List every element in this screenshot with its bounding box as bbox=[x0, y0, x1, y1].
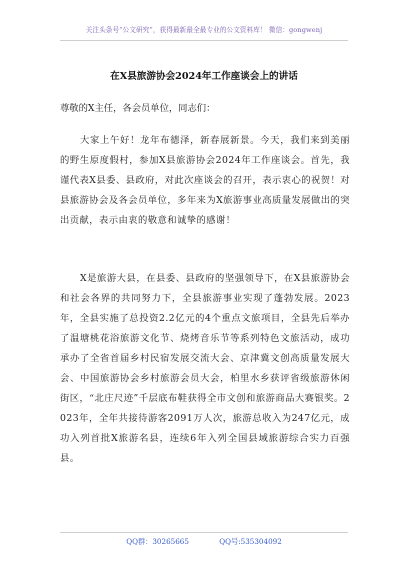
body-paragraph-1: 大家上午好！龙年布德泽，新春展新景。今天，我们来到美丽的野生原度假村，参加X县旅游协会2024年工作座谈会。首先，我谨代表X县委、县政府，对此次座谈会的召开，表示衷心的祝贺！对县旅游协会及各会员单位，多年来为X旅游事业高质量发展做出的突出贡献，表示由衷的敬意和诚挚的感谢！ bbox=[60, 135, 350, 226]
salutation: 尊敬的X主任，各会员单位，同志们： bbox=[60, 103, 216, 114]
header-banner: 关注头条号“公文研究”，获得最新最全最专业的公文资料库！ 微信：gongwenj bbox=[85, 26, 323, 34]
footer bbox=[0, 537, 408, 547]
footer-divider bbox=[60, 532, 348, 533]
footer-qq-number: QQ号:535304092 bbox=[219, 537, 282, 546]
body-paragraph-2: X是旅游大县，在县委、县政府的坚强领导下，在X县旅游协会和社会各界的共同努力下，全县旅游事业实现了蓬勃发展。2023年，全县实施了总投资2.2亿元的4个重点文旅项目，全县先后举办了温塘桃花浴旅游文化节、烧烤音乐节等系列特色文旅活动，成功承办了全省首届乡村民宿发展交流大会、京津冀文创高质量发展大会、中国旅游协会乡村旅游会员大会，柏里水乡获评省级旅游休闲街区，“北庄尺迹”千层底布鞋获得全市文创和旅游商品大赛银奖。2023年，全年共接待游客2091万人次，旅游总收入为247亿元，成功入列首批X旅游名县，连续6年入列全国县域旅游综合实力百强县。 bbox=[60, 273, 350, 464]
footer-qq-group: QQ群：30265665 bbox=[126, 537, 189, 546]
document-title: 在X县旅游协会2024年工作座谈会上的讲话 bbox=[110, 71, 298, 82]
header-divider bbox=[60, 40, 348, 41]
